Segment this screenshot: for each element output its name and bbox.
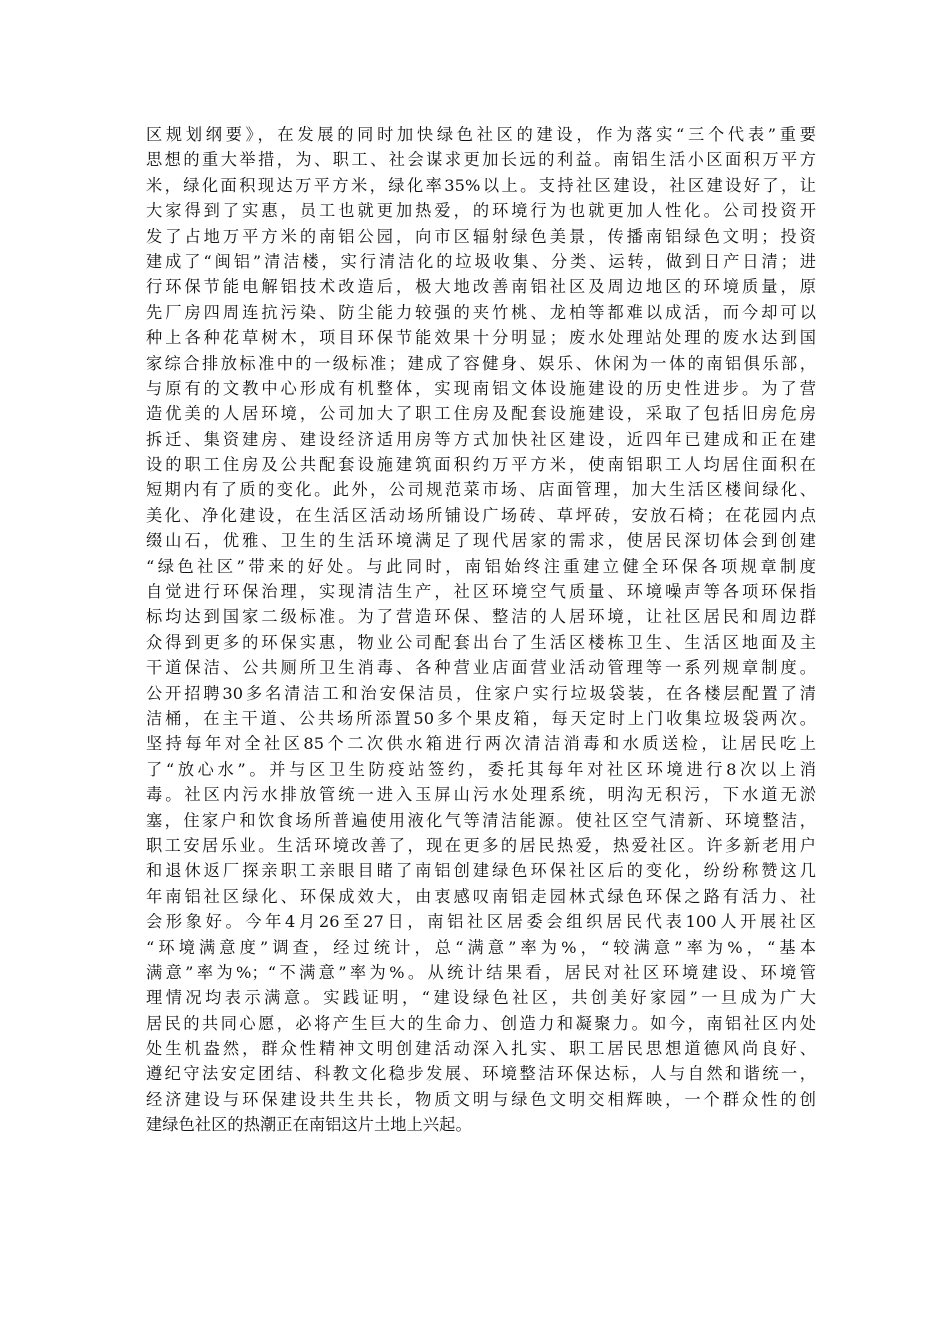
text-line: 遵纪守法安定团结、科教文化稳步发展、环境整洁环保达标，人与自然和谐统一，: [146, 1064, 816, 1084]
text-line: 塞，住家户和饮食场所普遍使用液化气等清洁能源。使社区空气清新、环境整洁，: [146, 810, 816, 830]
text-line: 先厂房四周连抗污染、防尘能力较强的夹竹桃、龙柏等都难以成活，而今却可以: [146, 302, 816, 322]
text-line: 建成了“闽铝”清洁楼，实行清洁化的垃圾收集、分类、运转，做到日产日清；进: [146, 251, 816, 271]
text-line: 年南铝社区绿化、环保成效大，由衷感叹南铝走园林式绿色环保之路有活力、社: [146, 886, 816, 906]
text-line: “环境满意度”调查，经过统计，总“满意”率为%，“较满意”率为%，“基本: [146, 937, 816, 957]
text-line: 缀山石，优雅、卫生的生活环境满足了现代居家的需求，使居民深切体会到创建: [146, 531, 816, 551]
text-line: 建绿色社区的热潮正在南铝这片土地上兴起。: [146, 1115, 472, 1135]
text-line: 家综合排放标准中的一级标准；建成了容健身、娱乐、休闲为一体的南铝俱乐部，: [146, 353, 816, 373]
text-line: 经济建设与环保建设共生共长，物质文明与绿色文明交相辉映，一个群众性的创: [146, 1089, 816, 1109]
text-line: 发了占地万平方米的南铝公园，向市区辐射绿色美景，传播南铝绿色文明；投资: [146, 226, 816, 246]
text-line: 思想的重大举措，为、职工、社会谋求更加长远的利益。南铝生活小区面积万平方: [146, 150, 816, 170]
text-line: 干道保洁、公共厕所卫生消毒、各种营业店面营业活动管理等一系列规章制度。: [146, 658, 816, 678]
text-line: 理情况均表示满意。实践证明，“建设绿色社区，共创美好家园”一旦成为广大: [146, 988, 816, 1008]
text-line: 自觉进行环保治理，实现清洁生产，社区环境空气质量、环境噪声等各项环保指: [146, 582, 816, 602]
text-line: 美化、净化建设，在生活区活动场所铺设广场砖、草坪砖，安放石椅；在花园内点: [146, 505, 816, 525]
text-line: 标均达到国家二级标准。为了营造环保、整洁的人居环境，让社区居民和周边群: [146, 607, 816, 627]
text-line: 种上各种花草树木，项目环保节能效果十分明显；废水处理站处理的废水达到国: [146, 328, 816, 348]
text-line: 短期内有了质的变化。此外，公司规范菜市场、店面管理，加大生活区楼间绿化、: [146, 480, 816, 500]
text-line: 坚持每年对全社区85个二次供水箱进行两次清洁消毒和水质送检，让居民吃上: [146, 734, 816, 754]
text-line: “绿色社区”带来的好处。与此同时，南铝始终注重建立健全环保各项规章制度: [146, 556, 816, 576]
text-line: 公开招聘30多名清洁工和治安保洁员，住家户实行垃圾袋装，在各楼层配置了清: [146, 683, 816, 703]
text-line: 毒。社区内污水排放管统一进入玉屏山污水处理系统，明沟无积污，下水道无淤: [146, 785, 816, 805]
text-line: 拆迁、集资建房、建设经济适用房等方式加快社区建设，近四年已建成和正在建: [146, 429, 816, 449]
text-line: 和退休返厂探亲职工亲眼目睹了南铝创建绿色环保社区后的变化，纷纷称赞这几: [146, 861, 816, 881]
text-line: 设的职工住房及公共配套设施建筑面积约万平方米，使南铝职工人均居住面积在: [146, 455, 816, 475]
text-line: 大家得到了实惠，员工也就更加热爱，的环境行为也就更加人性化。公司投资开: [146, 201, 816, 221]
text-line: 与原有的文教中心形成有机整体，实现南铝文体设施建设的历史性进步。为了营: [146, 378, 816, 398]
text-line: 行环保节能电解铝技术改造后，极大地改善南铝社区及周边地区的环境质量，原: [146, 277, 816, 297]
text-line: 米，绿化面积现达万平方米，绿化率35%以上。支持社区建设，社区建设好了，让: [146, 175, 816, 195]
text-line: 了“放心水”。并与区卫生防疫站签约，委托其每年对社区环境进行8次以上消: [146, 759, 816, 779]
body-paragraph: [146, 122, 816, 1138]
text-line: 居民的共同心愿，必将产生巨大的生命力、创造力和凝聚力。如今，南铝社区内处: [146, 1013, 816, 1033]
text-line: 造优美的人居环境，公司加大了职工住房及配套设施建设，采取了包括旧房危房: [146, 404, 816, 424]
text-line: 满意”率为%；“不满意”率为%。从统计结果看，居民对社区环境建设、环境管: [146, 962, 816, 982]
text-line: 区规划纲要》，在发展的同时加快绿色社区的建设，作为落实“三个代表”重要: [146, 125, 816, 144]
text-line: 众得到更多的环保实惠，物业公司配套出台了生活区楼栋卫生、生活区地面及主: [146, 632, 816, 652]
text-line: 处生机盎然，群众性精神文明创建活动深入扎实、职工居民思想道德风尚良好、: [146, 1039, 816, 1059]
text-line: 洁桶，在主干道、公共场所添置50多个果皮箱，每天定时上门收集垃圾袋两次。: [146, 708, 816, 728]
text-line: 职工安居乐业。生活环境改善了，现在更多的居民热爱，热爱社区。许多新老用户: [146, 835, 816, 855]
text-line: 会形象好。今年4月26至27日，南铝社区居委会组织居民代表100人开展社区: [146, 912, 816, 932]
